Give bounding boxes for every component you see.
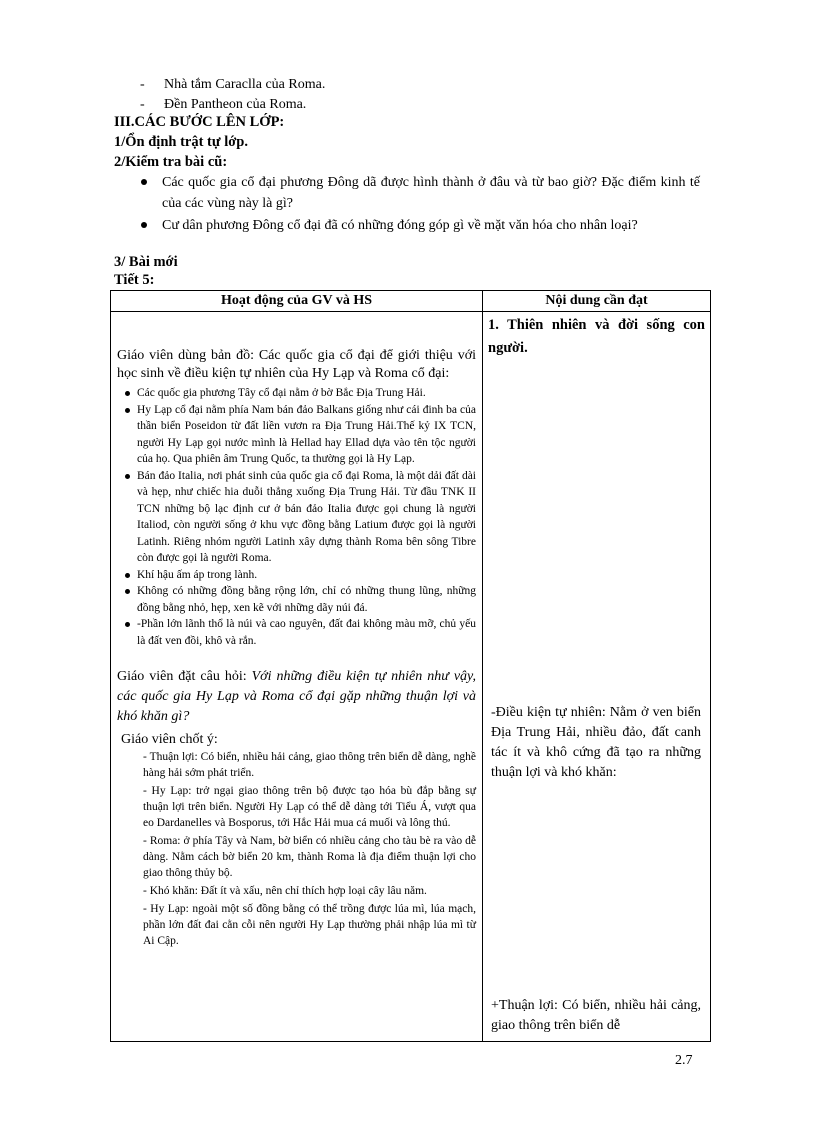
answer-item: - Hy Lạp: trở ngại giao thông trên bộ được tạo hóa bù đắp bằng sự thuận lợi trên biển. Người Hy Lạp có thể dễ dàng tới Tiểu Á, vượt qua eo Dardanelles và Bosporus, tới Hắc Hải mua cá muối và lông thú. — [143, 785, 476, 829]
bullet-icon — [125, 622, 130, 627]
content-title: 1. Thiên nhiên và đời sống con người. — [488, 317, 705, 356]
answer-item: - Khó khăn: Đất ít và xấu, nên chỉ thích hợp loại cây lâu năm. — [143, 885, 427, 897]
conclusion-label: Giáo viên chốt ý: — [121, 732, 218, 747]
lesson-heading: Tiết 5: — [114, 272, 155, 288]
answer-item: - Hy Lạp: ngoài một số đồng bằng có thể trồng được lúa mì, lúa mạch, phần lớn đất đai cằn cỗi nên người Hy Lạp thường phải nhập lúa mì từ Ai Cập. — [143, 903, 476, 947]
answer-item: - Roma: ở phía Tây và Nam, bờ biển có nhiều cảng cho tàu bè ra vào dễ dàng. Nằm cách bờ biển 20 km, thành Roma là địa điểm thuận lợi cho giao thông thủy bộ. — [143, 835, 476, 879]
list-item: Cư dân phương Đông cổ đại đã có những đóng góp gì về mặt văn hóa cho nhân loại? — [138, 215, 700, 236]
step-2-heading: 2/Kiểm tra bài cũ: — [114, 154, 228, 170]
monument-list — [140, 75, 325, 115]
bullet-icon — [125, 391, 130, 396]
list-item: - Nhà tắm Caraclla của Roma. — [140, 77, 326, 92]
table-header-row — [111, 291, 711, 312]
bullet-icon — [125, 474, 130, 479]
list-item: - Đền Pantheon của Roma. — [140, 97, 307, 112]
bullet-icon — [141, 179, 147, 185]
list-item: Bán đảo Italia, nơi phát sinh của quốc gia cổ đại Roma, là một dải đất dài và hẹp, như chiếc hia duỗi thẳng xuống Địa Trung Hải. Từ đầu TNK II TCN những bộ lạc định cư ở bán đảo Italia được gọi chung là người Italiod, còn người sống ở khu vực đồng bằng Latium được gọi là người Latinh. Riêng nhóm người Latinh xây dựng thành Roma bên sông Tibre còn được gọi là người Roma. — [117, 468, 476, 567]
activities-cell — [111, 312, 483, 1042]
bullet-icon — [125, 573, 130, 578]
teacher-intro: Giáo viên dùng bản đồ: Các quốc gia cổ đại để giới thiệu với học sinh về điều kiện tự nhiên của Hy Lạp và Roma cổ đại: — [117, 348, 476, 381]
content-cell — [483, 312, 711, 1042]
bullet-icon — [125, 408, 130, 413]
list-item: Các quốc gia phương Tây cổ đại nằm ở bờ Bắc Địa Trung Hải. — [117, 385, 476, 402]
list-item: -Phần lớn lãnh thổ là núi và cao nguyên, đất đai không màu mỡ, chủ yếu là đất ven đồi, khô và rắn. — [117, 616, 476, 649]
natural-conditions-list — [117, 385, 476, 649]
conclusion-answers — [117, 749, 476, 949]
list-item: Hy Lạp cổ đại nằm phía Nam bán đảo Balkans giống như cái đinh ba của thần biển Poseidon từ đất liền vươn ra Địa Trung Hải.Thế kỷ IX TCN, người Hy Lạp gọi nước mình là Hellad hay Ellad dựa vào tên tộc người của họ. Qua phiên âm Trung Quốc, ta thường gọi là Hy Lạp. — [117, 402, 476, 468]
advantages-summary: +Thuận lợi: Có biển, nhiều hải cảng, giao thông trên biển dễ — [491, 998, 701, 1033]
step-3-heading: 3/ Bài mới — [114, 254, 178, 270]
natural-conditions-summary: -Điều kiện tự nhiên: Nằm ở ven biển Địa Trung Hải, nhiều đảo, đất canh tác ít và khô cứng đã tạo ra những thuận lợi và khó khăn: — [491, 705, 701, 780]
list-item: Không có những đồng bằng rộng lớn, chỉ có những thung lũng, những đồng bằng nhỏ, hẹp, xen kẽ với những dãy núi đá. — [117, 583, 476, 616]
review-question-list — [138, 172, 700, 237]
answer-item: - Thuận lợi: Có biển, nhiều hải cảng, giao thông trên biển dễ dàng, nghề hàng hải sớm phát triển. — [143, 751, 476, 779]
step-1-heading: 1/Ổn định trật tự lớp. — [114, 134, 248, 150]
column-header-content: Nội dung cần đạt — [483, 291, 711, 312]
lesson-table — [110, 290, 711, 1042]
teacher-question: Giáo viên đặt câu hỏi: Với những điều kiện tự nhiên như vậy, các quốc gia Hy Lạp và Roma cổ đại gặp những thuận lợi và khó khăn gì? — [117, 669, 476, 724]
section-heading: III.CÁC BƯỚC LÊN LỚP: — [114, 114, 285, 130]
table-row — [111, 312, 711, 1042]
bullet-icon — [141, 222, 147, 228]
list-item: Khí hậu ấm áp trong lành. — [117, 567, 476, 584]
list-item: Các quốc gia cổ đại phương Đông dã được hình thành ở đâu và từ bao giờ? Đặc điểm kinh tế của các vùng này là gì? — [138, 172, 700, 214]
bullet-icon — [125, 589, 130, 594]
column-header-activities: Hoạt động của GV và HS — [111, 291, 483, 312]
page-number: 2.7 — [675, 1053, 693, 1068]
